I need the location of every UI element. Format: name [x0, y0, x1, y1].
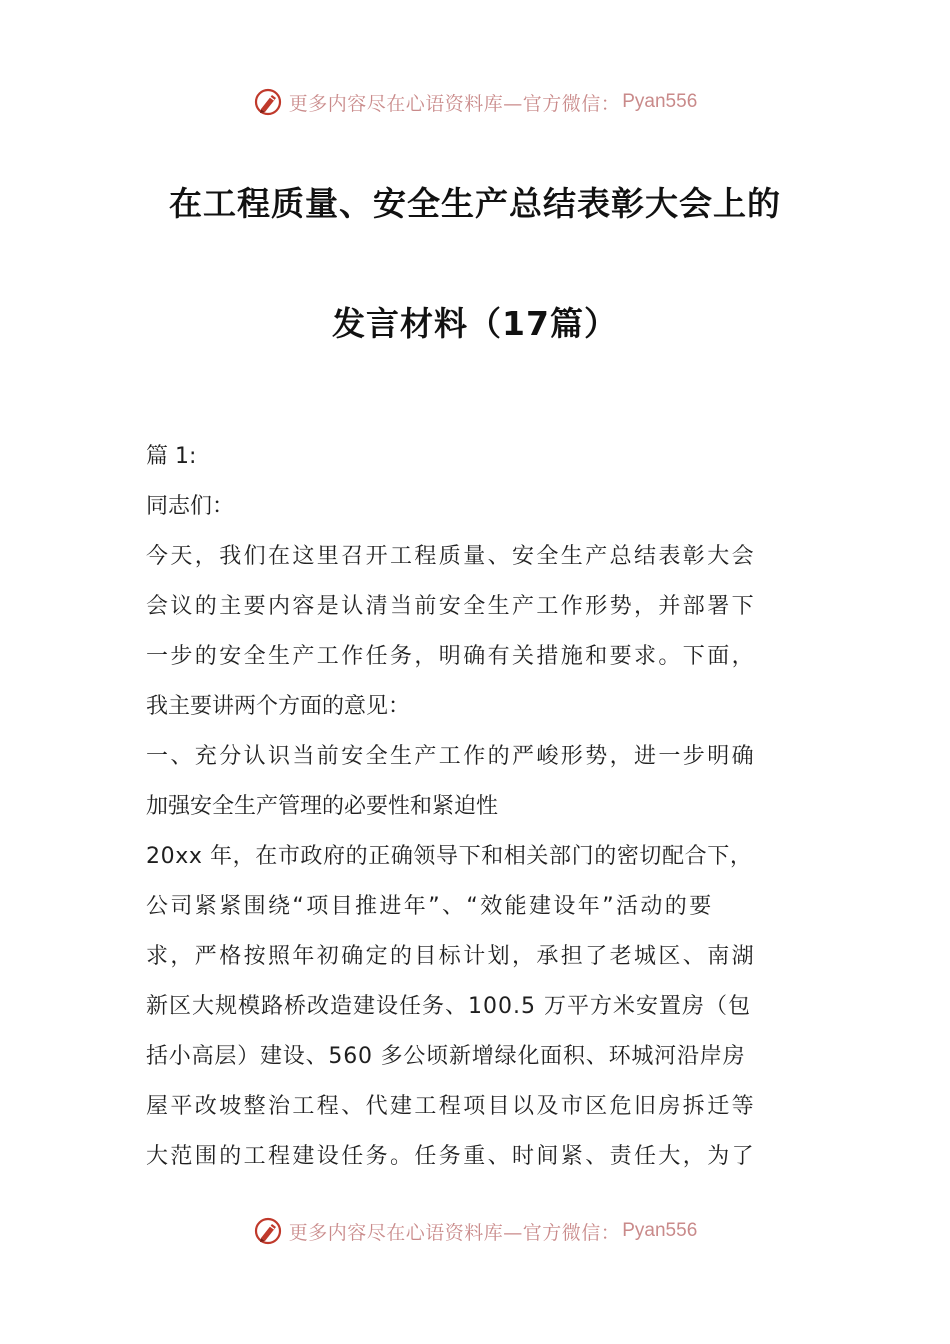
document-title-line-1: 在工程质量、安全生产总结表彰大会上的 [169, 184, 781, 223]
footer-watermark [0, 1211, 950, 1251]
pen-logo-icon [253, 87, 283, 117]
body-line: 公司紧紧围绕“项目推进年”、“效能建设年”活动的要 [146, 894, 714, 919]
heading-one-line-2: 加强安全生产管理的必要性和紧迫性 [146, 794, 499, 819]
body-line: 会议的主要内容是认清当前安全生产工作形势，并部署下 [146, 594, 757, 619]
body-line: 屋平改坡整治工程、代建工程项目以及市区危旧房拆迁等 [146, 1094, 757, 1119]
watermark-wechat-id: Pyan556 [622, 91, 698, 112]
salutation: 同志们： [146, 494, 235, 519]
body-line: 我主要讲两个方面的意见： [146, 694, 411, 719]
body-line: 新区大规模路桥改造建设任务、100.5 万平方米安置房（包 [146, 994, 751, 1019]
heading-one-line-1: 一、充分认识当前安全生产工作的严峻形势，进一步明确 [146, 744, 757, 769]
body-line: 20xx 年，在市政府的正确领导下和相关部门的密切配合下， [146, 844, 753, 869]
watermark-text: 更多内容尽在心语资料库—官方微信： [288, 92, 621, 115]
pen-logo-icon [253, 1216, 283, 1246]
body-line: 一步的安全生产工作任务，明确有关措施和要求。下面， [146, 644, 757, 669]
body-line: 大范围的工程建设任务。任务重、时间紧、责任大，为了 [146, 1144, 757, 1169]
body-line: 今天，我们在这里召开工程质量、安全生产总结表彰大会 [146, 544, 757, 569]
document-body [146, 432, 814, 1182]
section-label: 篇 1: [146, 444, 197, 469]
header-watermark [0, 82, 950, 122]
body-line: 求，严格按照年初确定的目标计划，承担了老城区、南湖 [146, 944, 757, 969]
watermark-text: 更多内容尽在心语资料库—官方微信： [288, 1221, 621, 1244]
watermark-wechat-id: Pyan556 [622, 1220, 698, 1241]
document-title-line-2: 发言材料（17篇） [332, 304, 618, 343]
body-line: 括小高层）建设、560 多公顷新增绿化面积、环城河沿岸房 [146, 1044, 746, 1069]
